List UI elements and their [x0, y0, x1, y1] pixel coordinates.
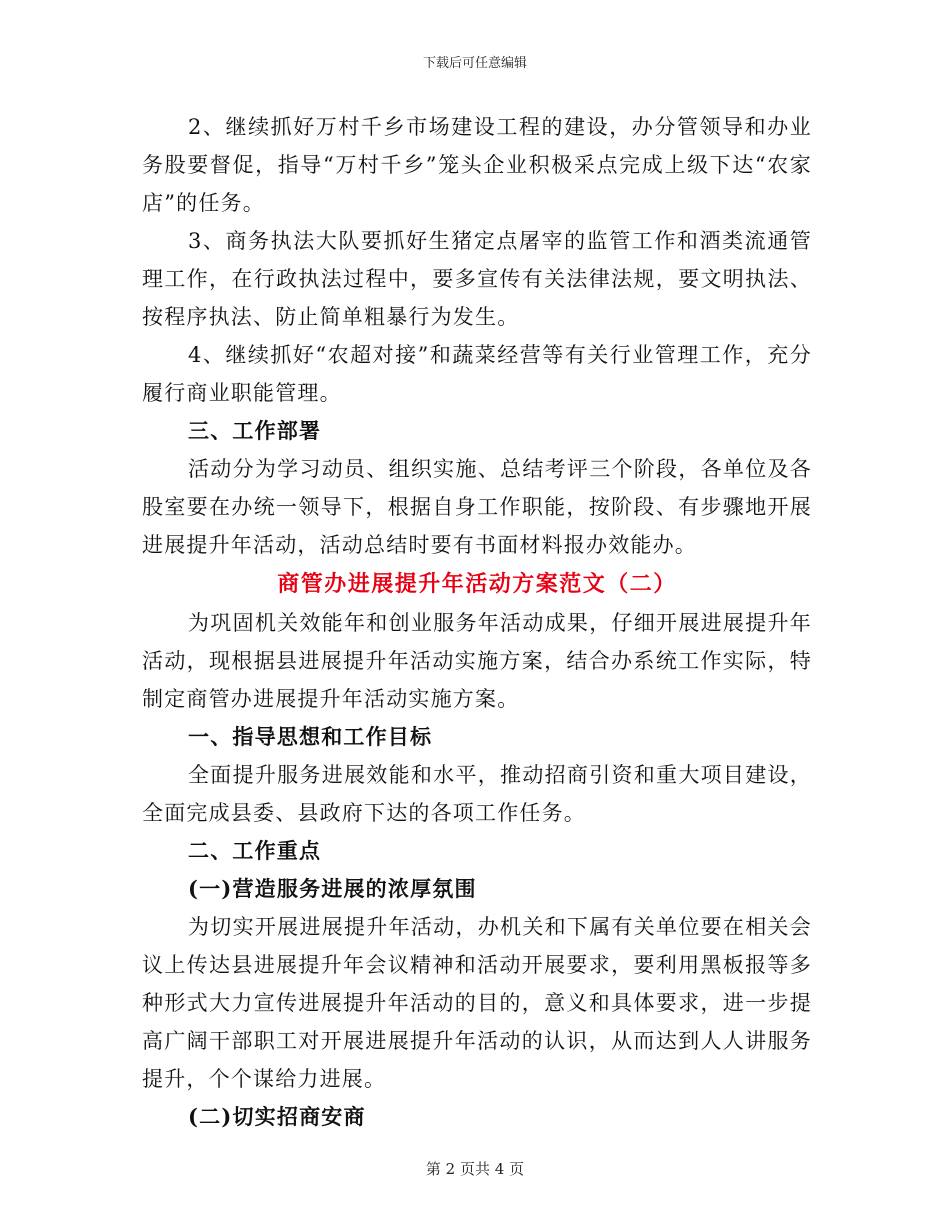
document-body	[142, 108, 812, 1136]
paragraph-item-4: 4、继续抓好“农超对接”和蔬菜经营等有关行业管理工作，充分履行商业职能管理。	[142, 343, 812, 405]
page-footer-number: 第 2 页共 4 页	[425, 1160, 525, 1178]
heading-work-focus: 二、工作重点	[188, 838, 322, 863]
heading-atmosphere: (一)营造服务进展的浓厚氛围	[188, 876, 477, 901]
paragraph-item-3: 3、商务执法大队要抓好生猪定点屠宰的监管工作和酒类流通管理工作，在行政执法过程中，要多宣传有关法律法规，要文明执法、按程序执法、防止简单粗暴行为发生。	[142, 229, 812, 329]
heading-work-deployment: 三、工作部署	[188, 418, 322, 443]
paragraph-intro-2: 为巩固机关效能年和创业服务年活动成果，仔细开展进展提升年活动，现根据县进展提升年活动实施方案，结合办系统工作实际，特制定商管办进展提升年活动实施方案。	[142, 611, 812, 711]
paragraph-guiding-ideology: 全面提升服务进展效能和水平，推动招商引资和重大项目建设，全面完成县委、县政府下达的各项工作任务。	[142, 763, 812, 825]
heading-investment: (二)切实招商安商	[188, 1104, 366, 1129]
paragraph-atmosphere: 为切实开展进展提升年活动，办机关和下属有关单位要在相关会议上传达县进展提升年会议精神和活动开展要求，要利用黑板报等多种形式大力宣传进展提升年活动的目的，意义和具体要求，进一步提高广阔干部职工对开展进展提升年活动的认识，从而达到人人讲服务提升，个个谋给力进展。	[142, 915, 812, 1091]
section-title-2: 商管办进展提升年活动方案范文（二）	[277, 571, 677, 597]
paragraph-item-2: 2、继续抓好万村千乡市场建设工程的建设，办分管领导和办业务股要督促，指导“万村千乡”笼头企业积极采点完成上级下达“农家店”的任务。	[142, 115, 812, 215]
paragraph-deployment: 活动分为学习动员、组织实施、总结考评三个阶段，各单位及各股室要在办统一领导下，根据自身工作职能，按阶段、有步骤地开展进展提升年活动，活动总结时要有书面材料报办效能办。	[142, 457, 812, 557]
page-header-note: 下载后可任意编辑	[422, 56, 527, 71]
heading-guiding-ideology: 一、指导思想和工作目标	[188, 724, 433, 749]
